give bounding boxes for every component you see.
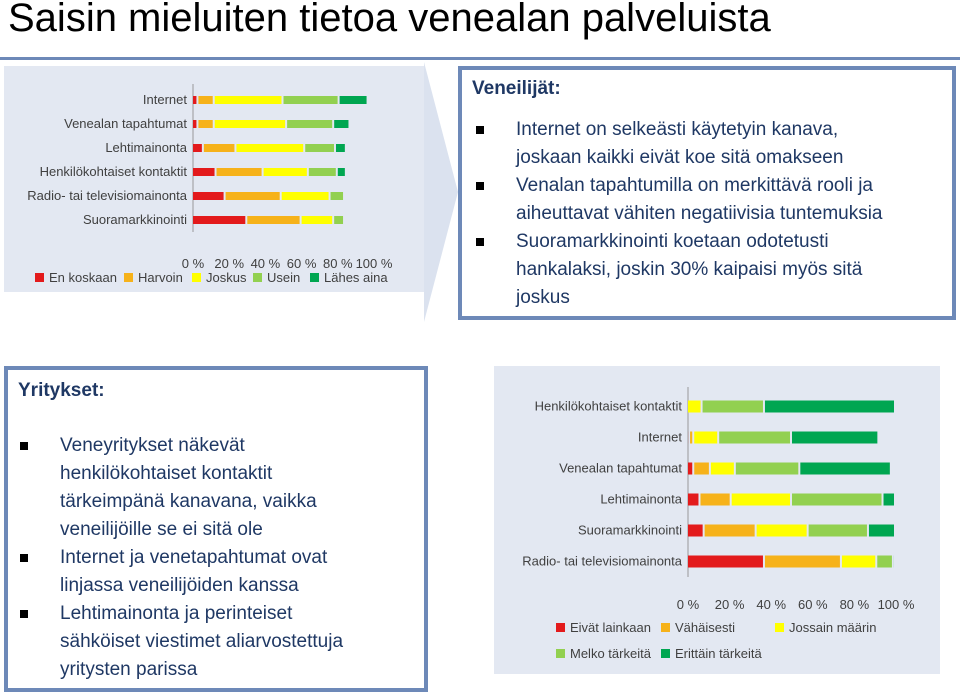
bar-segment	[193, 144, 202, 152]
bullet-line: Internet ja venetapahtumat ovat	[60, 547, 328, 568]
category-label: Suoramarkkinointi	[82, 212, 187, 227]
bar-segment	[736, 463, 798, 475]
bar-segment	[334, 120, 348, 128]
bar-segment	[282, 192, 329, 200]
bullet-item	[476, 172, 946, 228]
legend-label: Erittäin tärkeitä	[675, 646, 762, 661]
bar-segment	[334, 216, 343, 224]
page-title: Saisin mieluiten tietoa venealan palveluista	[8, 0, 771, 40]
bar-segment	[700, 494, 729, 506]
bullet-item	[476, 116, 946, 172]
bullet-line: tärkeimpänä kanavana, vaikka	[60, 491, 317, 512]
bar-segment	[694, 463, 709, 475]
legend-swatch	[661, 623, 670, 632]
bullet-square-icon	[20, 442, 28, 450]
bullet-line: Internet on selkeästi käytetyin kanava,	[516, 119, 839, 140]
bar-segment	[198, 120, 212, 128]
company-importance-chart	[494, 366, 940, 674]
legend-swatch	[35, 273, 44, 282]
bar-segment	[792, 494, 882, 506]
bar-segment	[877, 556, 892, 568]
bullet-line: Lehtimainonta ja perinteiset	[60, 603, 293, 624]
legend-label: Joskus	[206, 270, 247, 285]
bullet-line: hankalaksi, joskin 30% kaipaisi myös sitä	[516, 259, 863, 280]
legend-swatch	[310, 273, 319, 282]
legend-swatch	[661, 649, 670, 658]
bullet-item	[20, 544, 420, 600]
category-label: Henkilökohtaiset kontaktit	[39, 164, 187, 179]
bullet-square-icon	[20, 610, 28, 618]
bar-segment	[688, 401, 701, 413]
bar-segment	[688, 556, 763, 568]
bar-segment	[338, 168, 345, 176]
bullet-square-icon	[476, 238, 484, 246]
legend-label: En koskaan	[49, 270, 117, 285]
legend-swatch	[124, 273, 133, 282]
x-tick-label: 0 %	[676, 597, 700, 612]
bar-segment	[305, 144, 334, 152]
bullet-line: Suoramarkkinointi koetaan odotetusti	[516, 231, 829, 252]
bar-segment	[800, 463, 890, 475]
x-tick-label: 40 %	[756, 597, 787, 612]
bar-segment	[309, 168, 336, 176]
bar-segment	[336, 144, 345, 152]
bullet-square-icon	[20, 554, 28, 562]
x-tick-label: 100 %	[877, 597, 915, 612]
bar-segment	[340, 96, 367, 104]
owner-channel-chart	[4, 66, 424, 292]
x-tick-label: 60 %	[286, 256, 317, 271]
bar-segment	[226, 192, 280, 200]
category-label: Internet	[142, 92, 187, 107]
bullet-item	[20, 432, 420, 544]
category-label: Henkilökohtaiset kontaktit	[534, 398, 682, 414]
bullet-square-icon	[476, 126, 484, 134]
bar-segment	[809, 525, 867, 537]
category-label: Lehtimainonta	[600, 491, 682, 507]
x-tick-label: 20 %	[714, 597, 745, 612]
legend-label: Melko tärkeitä	[570, 646, 651, 661]
bar-segment	[331, 192, 343, 200]
companies-box	[4, 366, 428, 692]
legend-label: Lähes aina	[324, 270, 388, 285]
bar-segment	[193, 96, 196, 104]
bar-segment	[193, 120, 196, 128]
bar-segment	[732, 494, 790, 506]
category-label: Internet	[637, 429, 682, 445]
bar-segment	[792, 432, 877, 444]
bar-segment	[688, 463, 692, 475]
owner-chart-panel	[4, 66, 424, 292]
bar-segment	[690, 432, 692, 444]
legend-swatch	[192, 273, 201, 282]
legend-label: Harvoin	[138, 270, 183, 285]
bullet-item	[20, 600, 420, 684]
category-label: Venealan tapahtumat	[64, 116, 187, 131]
category-label: Suoramarkkinointi	[577, 522, 682, 538]
bullet-line: linjassa veneilijöiden kanssa	[60, 575, 299, 596]
bar-segment	[215, 96, 282, 104]
legend-swatch	[556, 649, 565, 658]
bar-segment	[236, 144, 303, 152]
bullet-line: sähköiset viestimet aliarvostettuja	[60, 631, 344, 652]
arrow-shape	[424, 62, 458, 322]
bar-segment	[247, 216, 299, 224]
bullet-line: Veneyritykset näkevät	[60, 435, 245, 456]
x-tick-label: 100 %	[355, 256, 393, 271]
legend-label: Usein	[267, 270, 301, 285]
category-label: Lehtimainonta	[105, 140, 187, 155]
title-underline	[0, 57, 960, 60]
bullet-line: joskaan kaikki eivät koe sitä omakseen	[516, 147, 844, 168]
bar-segment	[688, 525, 703, 537]
legend-swatch	[556, 623, 565, 632]
bar-segment	[198, 96, 212, 104]
owners-box	[458, 66, 956, 320]
bar-segment	[694, 432, 717, 444]
bar-segment	[869, 525, 894, 537]
bar-segment	[217, 168, 262, 176]
bar-segment	[842, 556, 875, 568]
category-label: Radio- tai televisiomainonta	[27, 188, 187, 203]
bullet-square-icon	[476, 182, 484, 190]
bar-segment	[193, 192, 224, 200]
bar-segment	[757, 525, 807, 537]
bullet-line: veneilijöille se ei sitä ole	[60, 519, 263, 540]
x-tick-label: 80 %	[322, 256, 353, 271]
bar-segment	[287, 120, 332, 128]
bullet-line: Venalan tapahtumilla on merkittävä rooli ja	[516, 175, 873, 196]
bullet-line: joskus	[516, 287, 570, 308]
company-chart-panel	[494, 366, 940, 674]
owners-heading: Veneilijät:	[472, 78, 561, 99]
bar-segment	[703, 401, 763, 413]
x-tick-label: 20 %	[214, 256, 245, 271]
bar-segment	[193, 216, 245, 224]
legend-label: Eivät lainkaan	[570, 620, 651, 635]
category-label: Venealan tapahtumat	[559, 460, 682, 476]
legend-label: Vähäisesti	[675, 620, 735, 635]
bar-segment	[705, 525, 755, 537]
companies-bullet-list	[20, 432, 420, 684]
bar-segment	[193, 168, 215, 176]
x-tick-label: 0 %	[181, 256, 205, 271]
x-tick-label: 40 %	[250, 256, 281, 271]
companies-heading: Yritykset:	[18, 380, 105, 401]
legend-label: Jossain määrin	[789, 620, 877, 635]
bar-segment	[884, 494, 894, 506]
bullet-item	[476, 228, 946, 312]
legend-swatch	[775, 623, 784, 632]
bullet-line: henkilökohtaiset kontaktit	[60, 463, 273, 484]
bar-segment	[215, 120, 285, 128]
bullet-line: yritysten parissa	[60, 659, 198, 680]
bar-segment	[765, 401, 894, 413]
bar-segment	[688, 494, 698, 506]
bar-segment	[284, 96, 338, 104]
bullet-line: aiheuttavat vähiten negatiivisia tuntemuksia	[516, 203, 883, 224]
bar-segment	[302, 216, 333, 224]
x-tick-label: 80 %	[839, 597, 870, 612]
bar-segment	[264, 168, 307, 176]
bar-segment	[719, 432, 790, 444]
x-tick-label: 60 %	[797, 597, 828, 612]
bar-segment	[204, 144, 235, 152]
legend-swatch	[253, 273, 262, 282]
bar-segment	[765, 556, 840, 568]
owners-bullet-list	[476, 116, 946, 312]
bar-segment	[711, 463, 734, 475]
category-label: Radio- tai televisiomainonta	[522, 553, 682, 569]
